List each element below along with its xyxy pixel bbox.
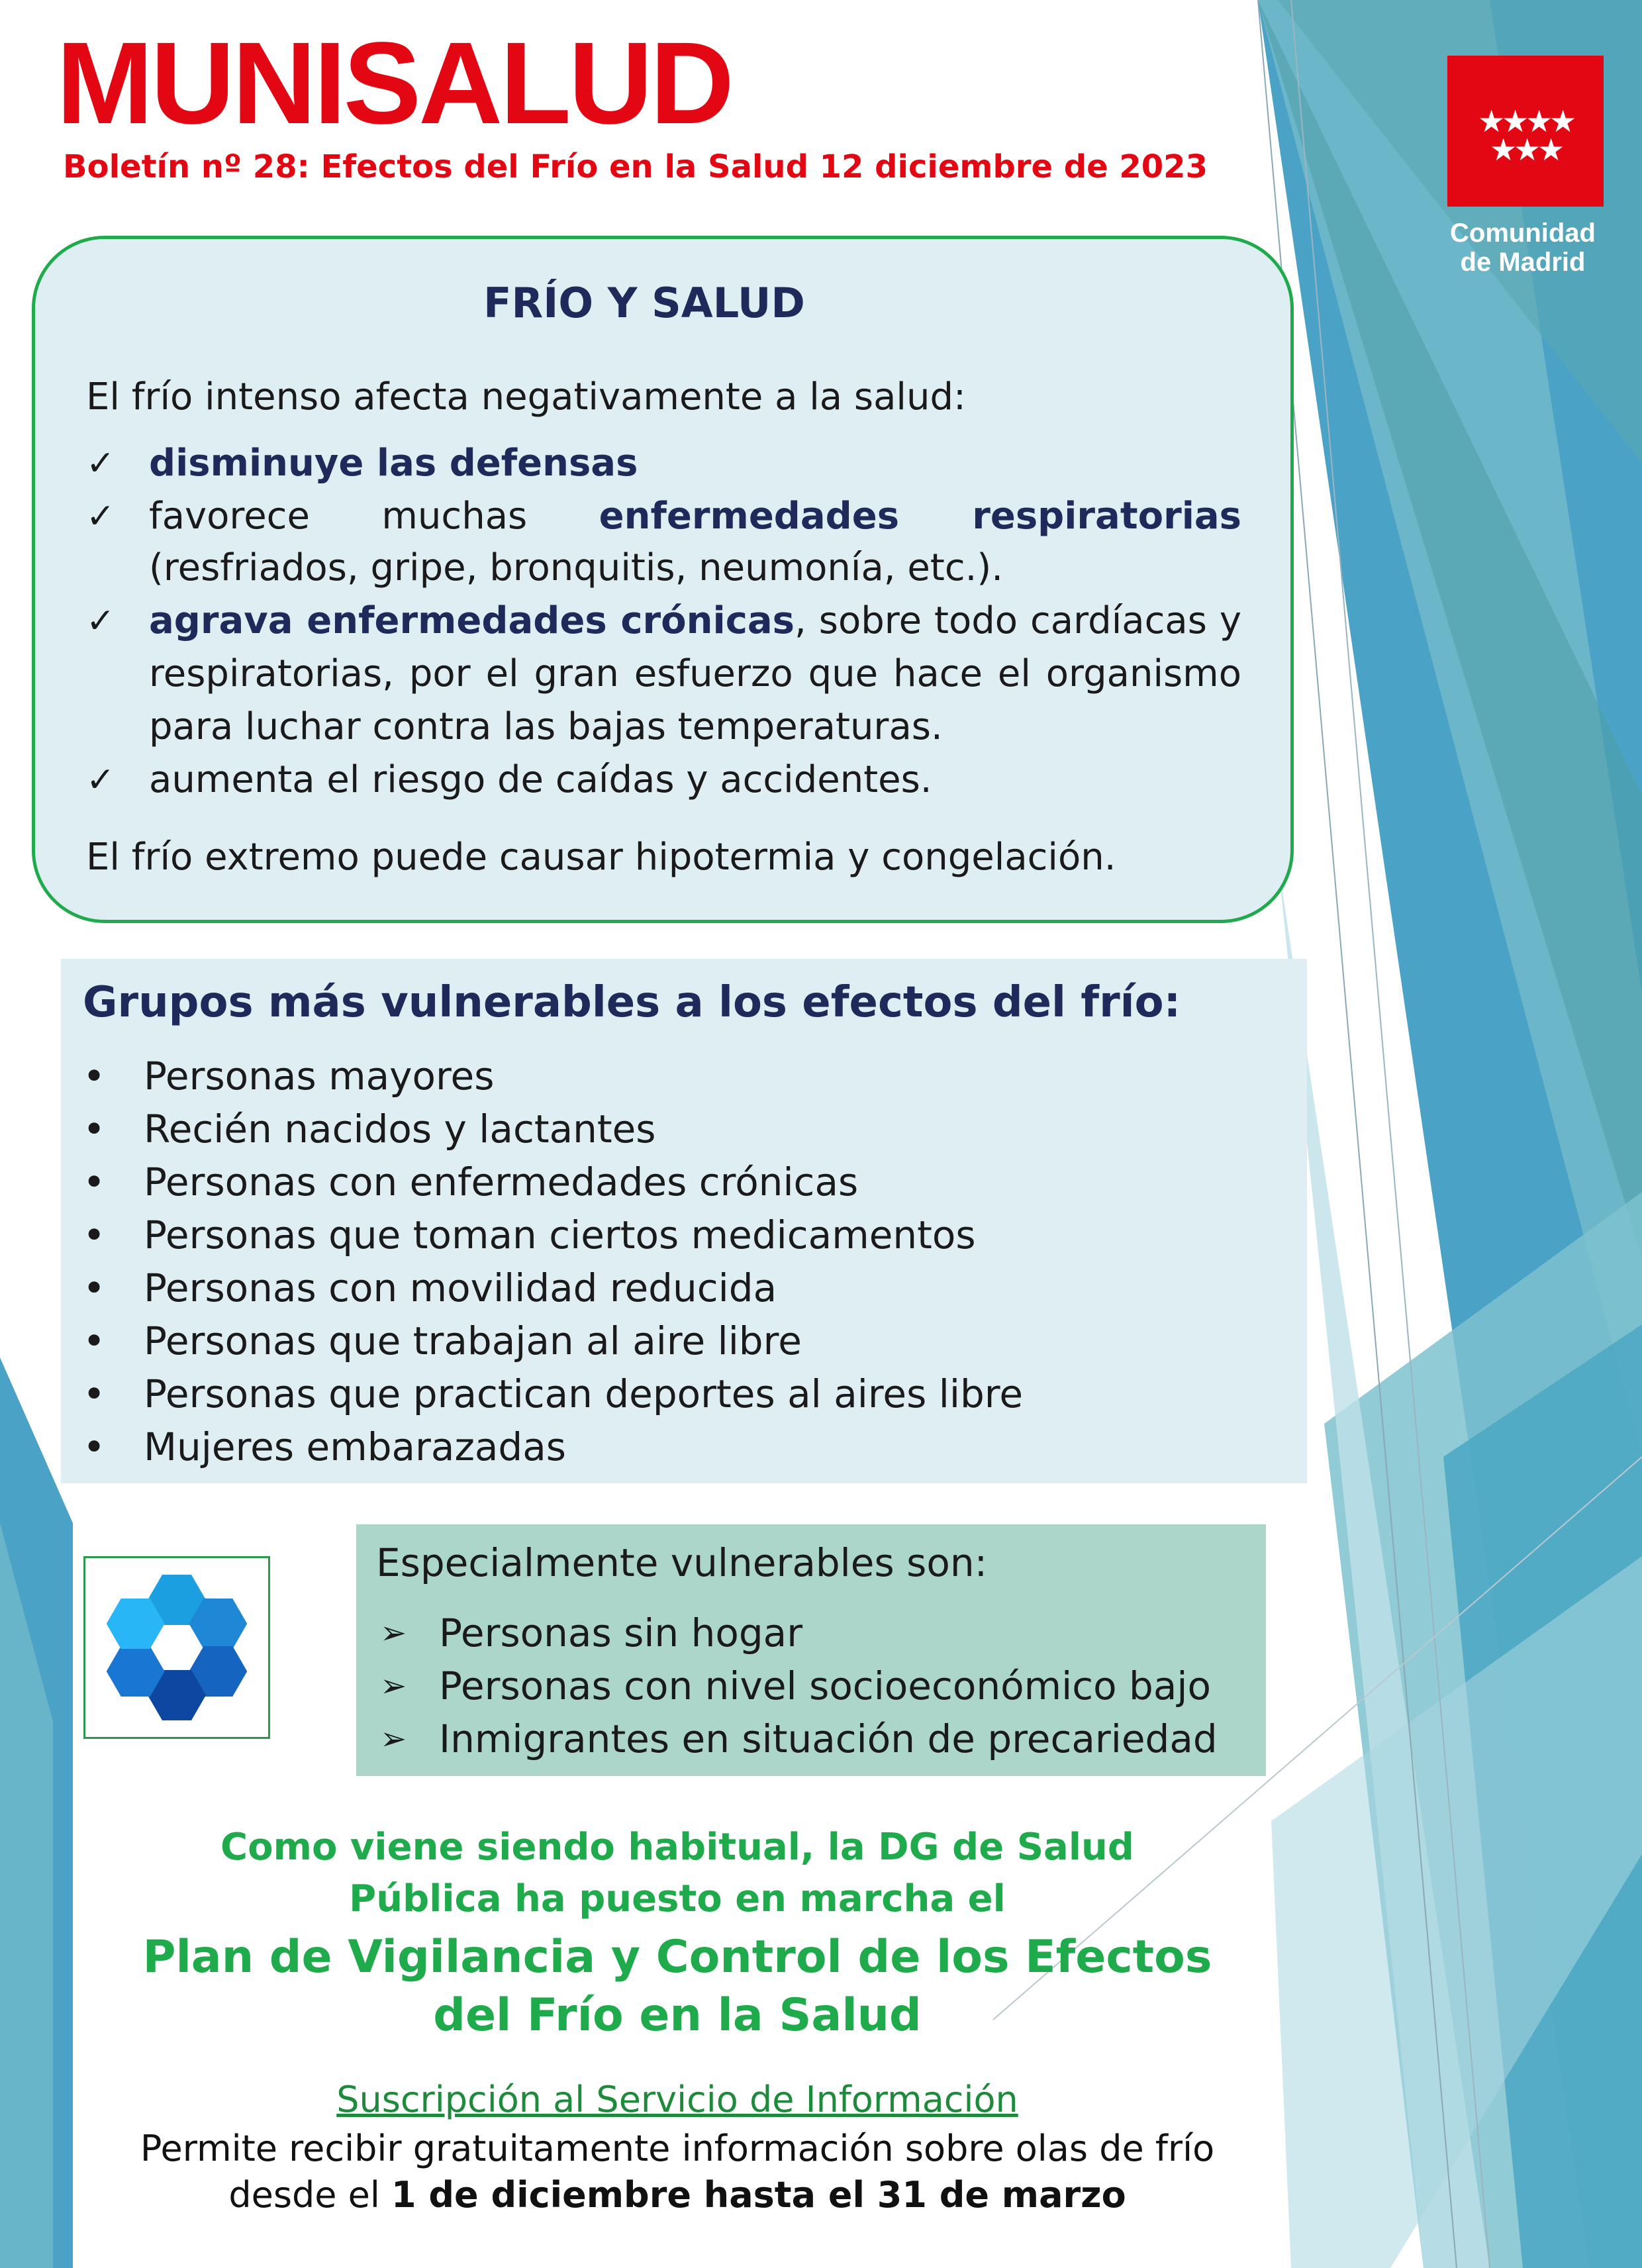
list-item [86, 542, 1241, 595]
list-item: • Mujeres embarazadas [83, 1420, 1288, 1473]
logo-line-2: de Madrid [1460, 248, 1586, 277]
subscription-line-2 [0, 2172, 1355, 2218]
subscription-line-2-pre: desde el [228, 2174, 392, 2216]
list-item-label: Personas sin hogar [439, 1610, 803, 1655]
logo-line-1: Comunidad [1450, 219, 1596, 248]
svg-text:★: ★ [1525, 103, 1553, 139]
svg-text:★: ★ [1549, 103, 1577, 139]
svg-text:★: ★ [1502, 103, 1529, 139]
brand-title: MUNISALUD [56, 19, 732, 148]
arrow-bullet-icon: ➢ [380, 1614, 407, 1652]
list-item: • Personas con enfermedades crónicas [83, 1156, 1288, 1208]
checkmark-icon: ✓ [86, 760, 115, 800]
especially-vulnerable-list [376, 1606, 1218, 1765]
effect-text: (resfriados, gripe, bronquitis, neumonía, etc.). [149, 546, 1004, 589]
vulnerable-groups-list [83, 1050, 1288, 1473]
especially-vulnerable-title: Especialmente vulnerables son: [376, 1540, 988, 1585]
effect-bold: agrava enfermedades crónicas [149, 599, 795, 642]
svg-text:★: ★ [1537, 132, 1565, 168]
comunidad-madrid-label [1424, 219, 1622, 277]
checkmark-icon: ✓ [86, 444, 115, 483]
list-item [86, 754, 1241, 807]
list-item-label: Inmigrantes en situación de precariedad [439, 1716, 1218, 1761]
frio-salud-closing: El frío extremo puede causar hipotermia y congelación. [86, 836, 1116, 879]
plan-intro-line-1: Como viene siendo habitual, la DG de Salud [220, 1826, 1134, 1869]
checkmark-icon: ✓ [86, 497, 115, 536]
svg-text:★: ★ [1514, 132, 1541, 168]
plan-title-line-1: Plan de Vigilancia y Control de los Efectos [142, 1931, 1212, 1983]
bulletin-subtitle: Boletín nº 28: Efectos del Frío en la Salud 12 diciembre de 2023 [63, 148, 1208, 185]
list-item: • Personas mayores [83, 1050, 1288, 1103]
snowflake-logo-icon [83, 1556, 270, 1739]
list-item: • Recién nacidos y lactantes [83, 1103, 1288, 1156]
svg-text:★: ★ [1478, 103, 1506, 139]
list-item [376, 1606, 1218, 1659]
list-item: • Personas con movilidad reducida [83, 1261, 1288, 1314]
frio-salud-title: FRÍO Y SALUD [483, 279, 805, 327]
plan-title-line-2: del Frío en la Salud [433, 1989, 922, 2042]
vulnerable-groups-title: Grupos más vulnerables a los efectos del frío: [83, 978, 1181, 1027]
list-item-label: Personas con nivel socioeconómico bajo [439, 1663, 1211, 1708]
list-item [86, 490, 1241, 543]
effect-bold: enfermedades respiratorias [599, 495, 1242, 538]
list-item [376, 1712, 1218, 1765]
frio-salud-intro: El frío intenso afecta negativamente a la salud: [86, 375, 966, 419]
list-item: • Personas que trabajan al aire libre [83, 1314, 1288, 1367]
madrid-stars-flag-icon [1447, 56, 1604, 207]
subscription-line-1: Permite recibir gratuitamente información sobre olas de frío [140, 2128, 1215, 2169]
effect-text: aumenta el riesgo de caídas y accidentes. [149, 758, 932, 801]
svg-text:★: ★ [1490, 132, 1518, 168]
arrow-bullet-icon: ➢ [380, 1667, 407, 1704]
checkmark-icon: ✓ [86, 601, 115, 641]
list-item [86, 595, 1241, 754]
list-item: • Personas que toman ciertos medicamentos [83, 1208, 1288, 1261]
effect-text: , sobre todo cardíacas y respiratorias, por el gran esfuerzo que hace el organismo para luchar contra las bajas temperaturas. [149, 599, 1241, 748]
list-item [376, 1659, 1218, 1712]
effect-pre: favorece muchas [149, 495, 599, 538]
list-item [86, 437, 1241, 490]
subscription-dates: 1 de diciembre hasta el 31 de marzo [391, 2174, 1126, 2216]
plan-intro-line-2: Pública ha puesto en marcha el [349, 1877, 1006, 1920]
subscription-link[interactable]: Suscripción al Servicio de Información [336, 2079, 1018, 2120]
effect-bold: disminuye las defensas [149, 442, 638, 485]
arrow-bullet-icon: ➢ [380, 1720, 407, 1757]
list-item: • Personas que practican deportes al aires libre [83, 1367, 1288, 1420]
effects-list [86, 437, 1241, 807]
